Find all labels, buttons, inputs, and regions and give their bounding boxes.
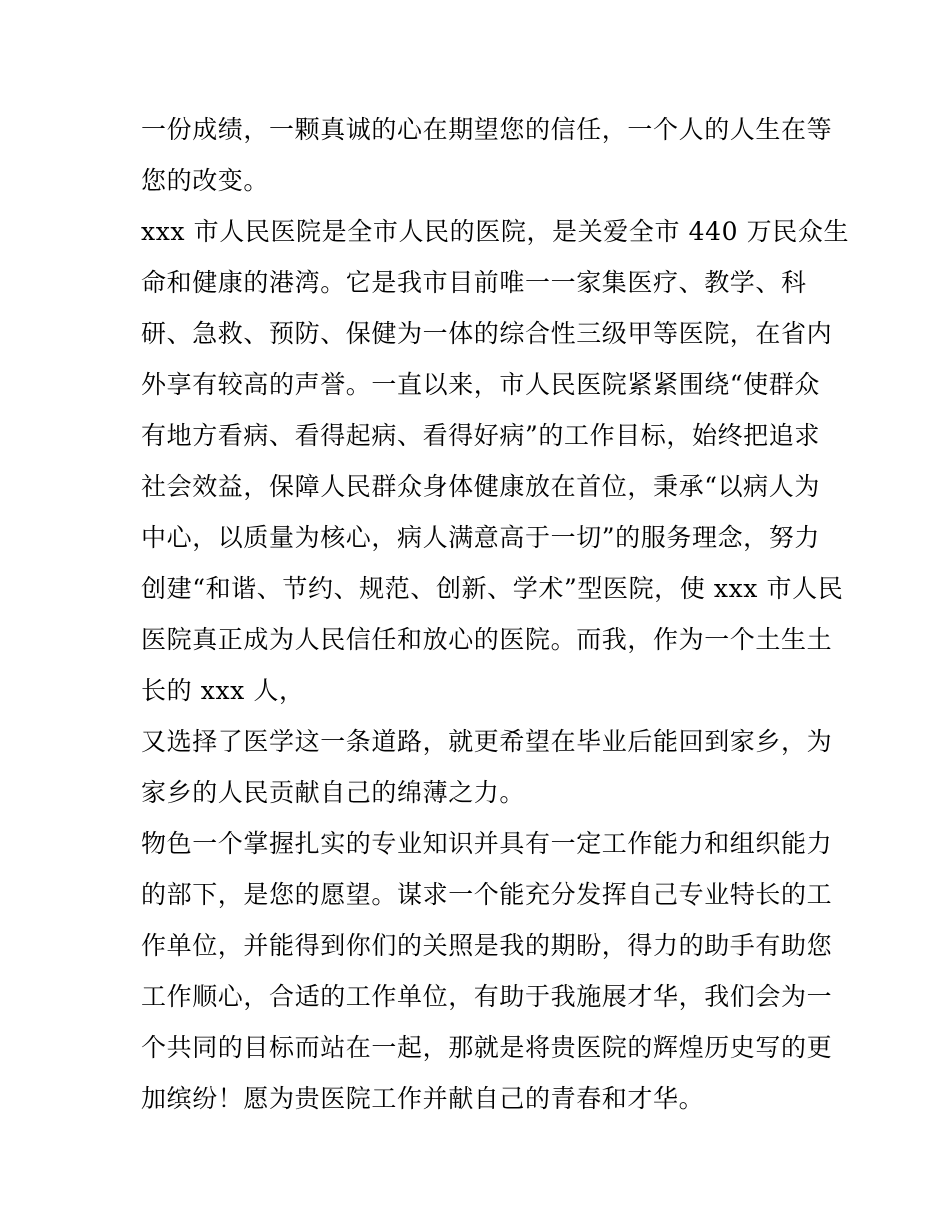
text-line: 您的改变。 [141, 166, 270, 195]
text-line: 研、急救、预防、保健为一体的综合性三级甲等医院，在省内 [141, 319, 833, 348]
document-body [141, 104, 850, 1124]
text-line: 有地方看病、看得起病、看得好病”的工作目标，始终把追求 [141, 421, 820, 450]
text-line: 外享有较高的声誉。一直以来，市人民医院紧紧围绕“使群众 [141, 370, 820, 399]
paragraph [141, 104, 833, 206]
text-line: 作单位，并能得到你们的关照是我的期盼，得力的助手有助您 [141, 931, 833, 960]
paragraph [141, 716, 833, 818]
text-line: 中心，以质量为核心，病人满意高于一切”的服务理念，努力 [141, 523, 820, 552]
text-line: 命和健康的港湾。它是我市目前唯一一家集医疗、教学、科 [141, 268, 807, 297]
text-line: 社会效益，保障人民群众身体健康放在首位，秉承“以病人为 [141, 472, 820, 501]
text-line: 家乡的人民贡献自己的绵薄之力。 [141, 778, 526, 807]
text-line: 个共同的目标而站在一起，那就是将贵医院的辉煌历史写的更 [141, 1033, 833, 1062]
text-line: 创建“和谐、节约、规范、创新、学术”型医院，使 xxx 市人民 [141, 574, 844, 603]
paragraph [141, 818, 833, 1124]
paragraph [141, 206, 850, 716]
text-line: 的部下，是您的愿望。谋求一个能充分发挥自己专业特长的工 [141, 880, 833, 909]
text-line: 工作顺心，合适的工作单位，有助于我施展才华，我们会为一 [141, 982, 833, 1011]
text-line: 物色一个掌握扎实的专业知识并具有一定工作能力和组织能力 [141, 829, 833, 858]
text-line: 医院真正成为人民信任和放心的医院。而我，作为一个土生土 [141, 625, 833, 654]
text-line: 长的 xxx 人， [141, 676, 305, 705]
text-line: xxx 市人民医院是全市人民的医院，是关爱全市 440 万民众生 [141, 217, 850, 246]
text-line: 又选择了医学这一条道路，就更希望在毕业后能回到家乡，为 [141, 727, 833, 756]
text-line: 一份成绩，一颗真诚的心在期望您的信任，一个人的人生在等 [141, 115, 833, 144]
text-line: 加缤纷！愿为贵医院工作并献自己的青春和才华。 [141, 1084, 705, 1113]
